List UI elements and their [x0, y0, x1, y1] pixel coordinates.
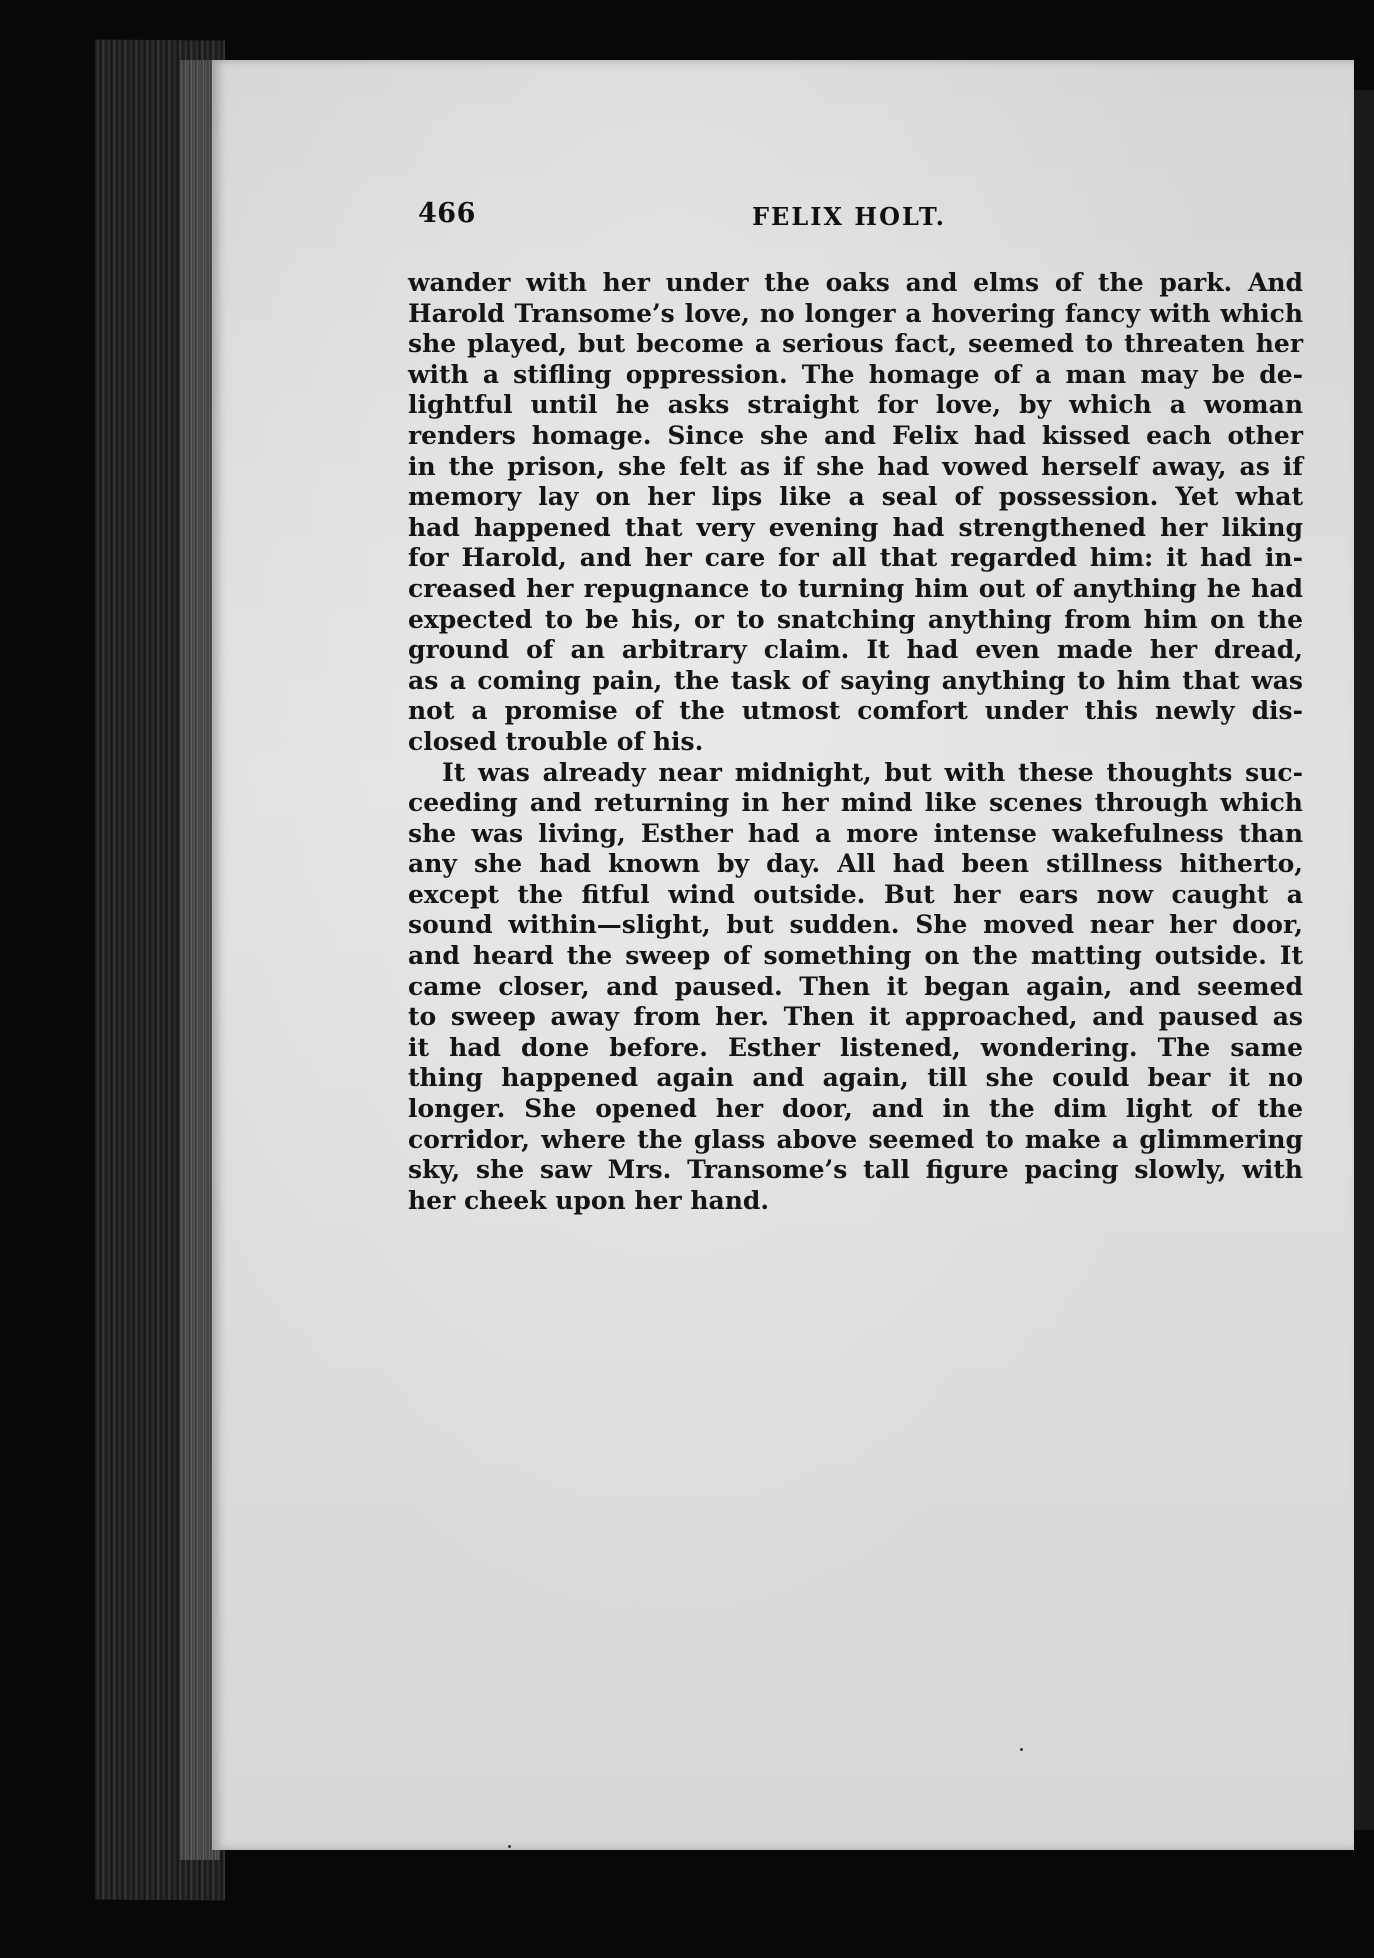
text-line: as a coming pain, the task of saying anything to him that was: [408, 665, 1303, 695]
text-line: memory lay on her lips like a seal of possession. Yet what: [408, 482, 1303, 512]
text-line: any she had known by day. All had been stillness hitherto,: [408, 849, 1303, 879]
text-line: had happened that very evening had strengthened her liking: [408, 512, 1303, 542]
paragraph: [408, 758, 1303, 1217]
text-line: creased her repugnance to turning him out of anything he had: [408, 573, 1303, 603]
running-head: [418, 198, 1313, 238]
text-line: longer. She opened her door, and in the dim light of the: [408, 1094, 1303, 1124]
text-line: closed trouble of his.: [408, 726, 704, 756]
text-line: ceeding and returning in her mind like scenes through which: [408, 788, 1303, 818]
running-title: FELIX HOLT.: [752, 202, 947, 231]
text-line: came closer, and paused. Then it began again, and seemed: [408, 971, 1303, 1001]
text-line: thing happened again and again, till she could bear it no: [408, 1063, 1303, 1093]
text-line: in the prison, she felt as if she had vowed herself away, as if: [408, 451, 1303, 481]
text-line: expected to be his, or to snatching anything from him on the: [408, 604, 1303, 634]
paragraph: [408, 268, 1303, 758]
stray-ink-mark: [508, 1845, 511, 1848]
stray-ink-mark: [1020, 1748, 1023, 1751]
text-line: sound within—slight, but sudden. She moved near her door,: [408, 910, 1303, 940]
text-line: wander with her under the oaks and elms of the park. And: [408, 268, 1303, 297]
text-line: renders homage. Since she and Felix had kissed each other: [408, 420, 1303, 450]
text-line: ground of an arbitrary claim. It had even made her dread,: [408, 635, 1303, 665]
text-line: it had done before. Esther listened, wondering. The same: [408, 1032, 1303, 1062]
text-line: except the fitful wind outside. But her ears now caught a: [408, 879, 1303, 909]
text-line: she was living, Esther had a more intense wakefulness than: [408, 818, 1303, 848]
text-line: sky, she saw Mrs. Transome’s tall figure pacing slowly, with: [408, 1155, 1303, 1185]
text-line: for Harold, and her care for all that regarded him: it had in-: [408, 543, 1303, 573]
text-line: not a promise of the utmost comfort under this newly dis-: [408, 696, 1303, 726]
text-line: she played, but become a serious fact, seemed to threaten her: [408, 329, 1303, 359]
facing-page-edge: [1352, 90, 1374, 1830]
text-line: with a stifling oppression. The homage of a man may be de-: [408, 359, 1303, 389]
text-line: to sweep away from her. Then it approached, and paused as: [408, 1002, 1303, 1032]
text-line: Harold Transome’s love, no longer a hovering fancy with which: [408, 298, 1303, 328]
page-number: 466: [418, 198, 476, 229]
text-line: It was already near midnight, but with these thoughts suc-: [442, 757, 1303, 787]
body-text: [408, 268, 1303, 1216]
text-line: her cheek upon her hand.: [408, 1185, 770, 1215]
text-line: corridor, where the glass above seemed to make a glimmering: [408, 1124, 1303, 1154]
text-line: and heard the sweep of something on the matting outside. It: [408, 941, 1303, 971]
text-line: lightful until he asks straight for love, by which a woman: [408, 390, 1303, 420]
